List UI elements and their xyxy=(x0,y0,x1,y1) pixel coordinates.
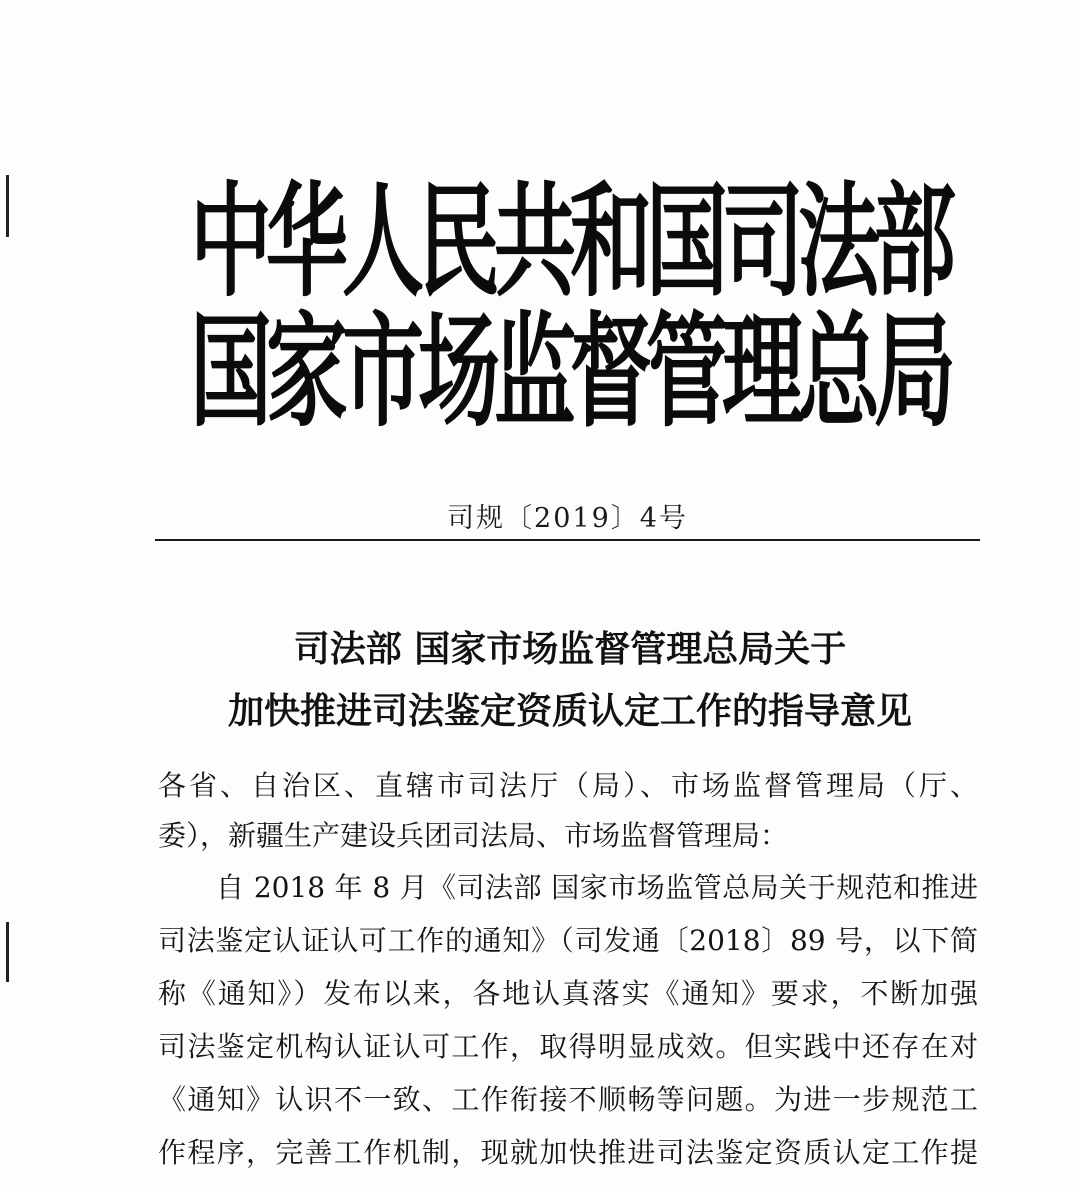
notice-title-line-1: 司法部 国家市场监督管理总局关于 xyxy=(293,629,847,670)
body-line-recipients-cont: 委），新疆生产建设兵团司法局、市场监督管理局： xyxy=(158,819,789,852)
body-line: 司法鉴定认证认可工作的通知》（司发通〔2018〕89 号，以下简 xyxy=(158,924,978,957)
body-line: 《通知》认识不一致、工作衔接不顺畅等问题。为进一步规范工 xyxy=(158,1083,978,1116)
agency-title-line-2: 国家市场监督管理总局 xyxy=(189,301,950,444)
body-line-recipients: 各省、自治区、直辖市司法厅（局）、市场监督管理局（厅、 xyxy=(158,769,978,802)
header-divider xyxy=(155,539,980,541)
document-number: 司规〔2019〕4号 xyxy=(447,503,688,534)
agency-title-line-1: 中华人民共和国司法部 xyxy=(189,171,950,314)
body-line: 作程序，完善工作机制，现就加快推进司法鉴定资质认定工作提 xyxy=(158,1136,978,1169)
scan-edge-mark xyxy=(6,922,9,982)
body-line: 司法鉴定机构认证认可工作，取得明显成效。但实践中还存在对 xyxy=(158,1030,978,1063)
scan-edge-mark xyxy=(6,175,9,237)
body-line: 称《通知》）发布以来，各地认真落实《通知》要求，不断加强 xyxy=(158,977,978,1010)
notice-title-line-2: 加快推进司法鉴定资质认定工作的指导意见 xyxy=(227,691,912,732)
body-line: 自 2018 年 8 月《司法部 国家市场监管总局关于规范和推进 xyxy=(216,871,978,904)
